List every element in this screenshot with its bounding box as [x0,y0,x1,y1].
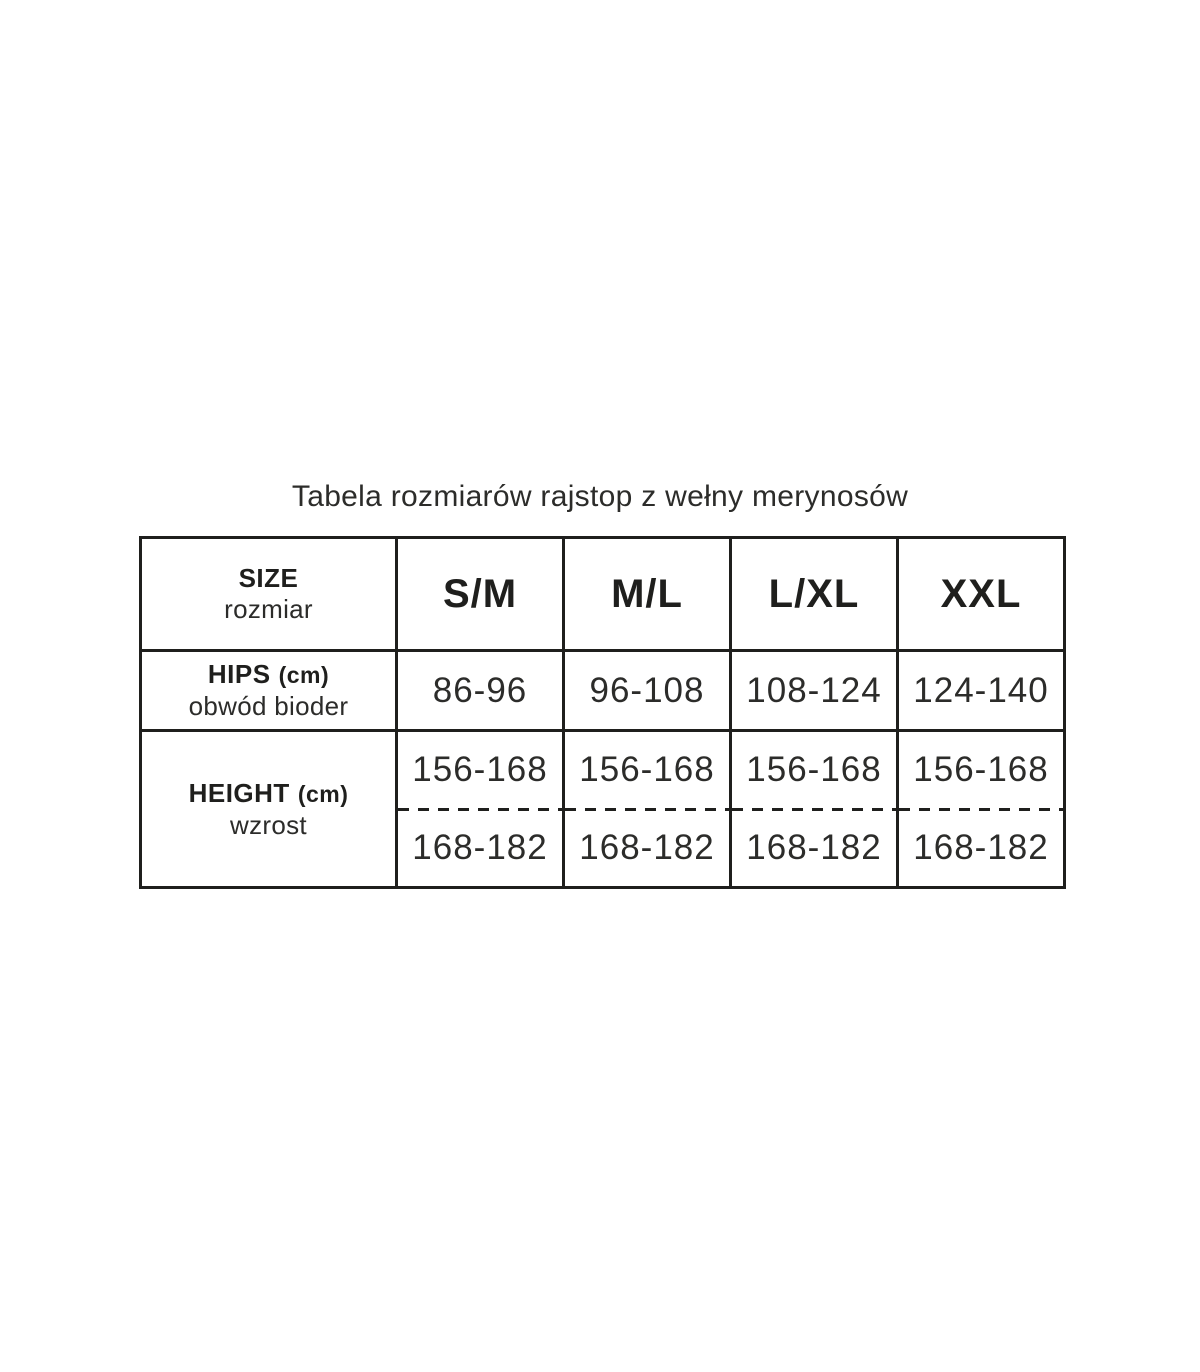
height-value-cell-lxl [731,731,898,888]
header-row [141,538,1065,651]
height-value-cell-xxl [898,731,1065,888]
height-taller-lxl: 168-182 [746,828,882,868]
chart-title: Tabela rozmiarów rajstop z wełny merynosów [291,480,909,513]
column-header-lxl: L/XL [731,538,898,651]
hips-label-cell [141,651,397,731]
height-shorter-xxl: 156-168 [913,749,1049,789]
hips-label-line [142,659,395,691]
height-taller-ml: 168-182 [579,828,715,868]
hips-label-pl: obwód bioder [188,691,349,721]
size-table [139,536,1066,889]
height-value-cell-sm [397,731,564,888]
hips-value-xxl: 124-140 [898,651,1065,731]
height-split-ml [565,732,729,886]
column-header-xxl: XXL [898,538,1065,651]
hips-value-ml: 96-108 [564,651,731,731]
height-value-cell-ml [564,731,731,888]
height-label-cell [141,731,397,888]
size-label-pl: rozmiar [224,594,313,624]
hips-row [141,651,1065,731]
height-shorter-ml: 156-168 [579,749,715,789]
height-unit-label: (cm) [297,780,349,807]
height-label-en: HEIGHT [188,777,290,808]
height-split-sm [398,732,562,886]
size-label-en: SIZE [238,563,299,593]
height-taller-sm: 168-182 [412,828,548,868]
column-header-ml: M/L [564,538,731,651]
height-label-line [142,778,395,810]
height-row [141,731,1065,888]
hips-unit-label: (cm) [278,662,330,688]
hips-value-lxl: 108-124 [731,651,898,731]
height-split-lxl [732,732,896,886]
height-split-xxl [899,732,1063,886]
hips-label-en: HIPS [207,659,271,689]
height-shorter-sm: 156-168 [412,749,548,789]
height-taller-xxl: 168-182 [913,828,1049,868]
hips-value-sm: 86-96 [397,651,564,731]
height-shorter-lxl: 156-168 [746,749,882,789]
height-label-pl: wzrost [230,809,307,840]
size-header-cell [141,538,397,651]
column-header-sm: S/M [397,538,564,651]
